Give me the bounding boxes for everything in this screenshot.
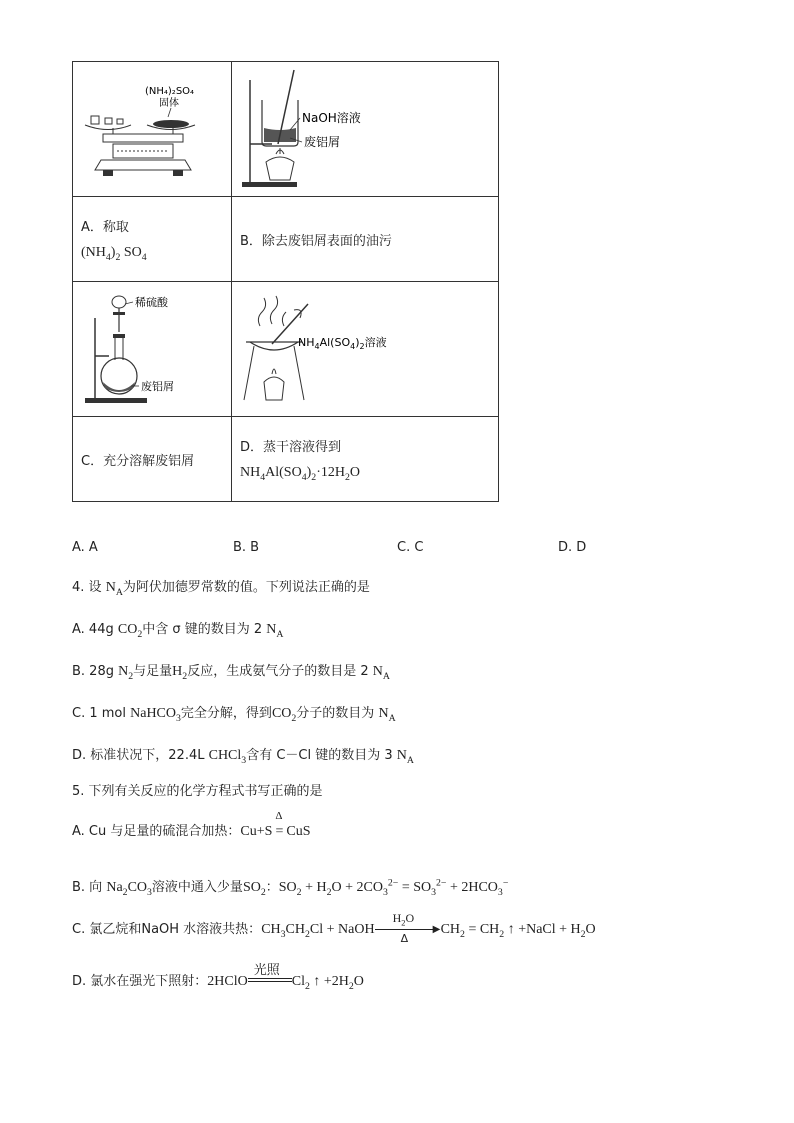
q3-table xyxy=(72,61,499,502)
cell-label-d: D．蒸干溶液得到 $NH_4Al(SO_4)_2\cdot 12H_2O$ xyxy=(232,417,499,502)
flask-funnel-diagram xyxy=(73,282,223,416)
nh4al-so4-label: $NH_4Al(SO_4)_2$溶液 xyxy=(298,336,387,351)
beaker-heating-diagram xyxy=(232,62,490,196)
q4-option-a[interactable]: A. 44g $CO_2$中含 σ 键的数目为 2 $N_A$ xyxy=(72,622,284,640)
q3-option-c[interactable]: C. C xyxy=(397,540,424,555)
cell-label-b: B．除去废铝屑表面的油污 xyxy=(232,197,499,282)
q4-stem: 4. 设 $N_A$为阿伏加德罗常数的值。下列说法正确的是 xyxy=(72,580,370,598)
q4-option-c[interactable]: C. 1 mol NaHCO$_3$完全分解，得到$CO_2$分子的数目为 $N_A$ xyxy=(72,706,396,724)
cell-label-c: C．充分溶解废铝屑 xyxy=(73,417,232,502)
cell-label-a: A．称取 $(NH_4)_2$ $SO_4$ xyxy=(73,197,232,282)
svg-text:废铝屑: 废铝屑 xyxy=(141,380,174,393)
q5-option-d[interactable]: D. 氯水在强光下照射：2HClO 光照 $Cl_2$ ↑ $+2H_2O$ xyxy=(72,962,364,992)
cell-image-a xyxy=(73,62,232,197)
svg-text:稀硫酸: 稀硫酸 xyxy=(135,296,168,309)
q3-option-d[interactable]: D. D xyxy=(558,540,587,555)
cell-image-c xyxy=(73,282,232,417)
svg-text:固体: 固体 xyxy=(159,98,179,109)
q4-option-b[interactable]: B. 28g $N_2$与足量$H_2$反应，生成氨气分子的数目是 2 $N_A$ xyxy=(72,664,390,682)
q4-option-d[interactable]: D. 标准状况下，22.4L CHCl$_3$含有 C－Cl 键的数目为 3 $N_A$ xyxy=(72,748,414,766)
cell-image-b xyxy=(232,62,499,197)
balance-diagram xyxy=(73,62,223,196)
formula-alum: $NH_4Al(SO_4)_2\cdot 12H_2O$ xyxy=(240,464,360,483)
svg-text:(NH₄)₂SO₄: (NH₄)₂SO₄ xyxy=(145,86,195,97)
q3-option-a[interactable]: A. A xyxy=(72,540,98,555)
svg-text:NaOH溶液: NaOH溶液 xyxy=(302,111,361,125)
q5-option-a[interactable]: A. Cu 与足量的硫混合加热：Cu+S Δ = CuS xyxy=(72,810,311,839)
evaporation-dish-diagram xyxy=(232,282,490,416)
cell-image-d xyxy=(232,282,499,417)
q5-option-b[interactable]: B. 向 $Na_2CO_3$溶液中通入少量$SO_2$：$SO_2 + H_2O + 2CO_3^{2-} = SO_3^{2-} + 2HCO_3^-$ xyxy=(72,877,509,898)
q5-option-c[interactable]: C. 氯乙烷和NaOH 水溶液共热：$CH_3CH_2Cl$ + NaOH $H_2O$ ▶ Δ $CH_2 = CH_2$ ↑ +NaCl + $H_2O$ xyxy=(72,910,596,945)
q3-option-b[interactable]: B. B xyxy=(233,540,260,555)
formula-nh4-2so4: $(NH_4)_2$ $SO_4$ xyxy=(81,244,147,263)
q5-stem: 5. 下列有关反应的化学方程式书写正确的是 xyxy=(72,784,323,799)
svg-text:废铝屑: 废铝屑 xyxy=(304,135,341,149)
